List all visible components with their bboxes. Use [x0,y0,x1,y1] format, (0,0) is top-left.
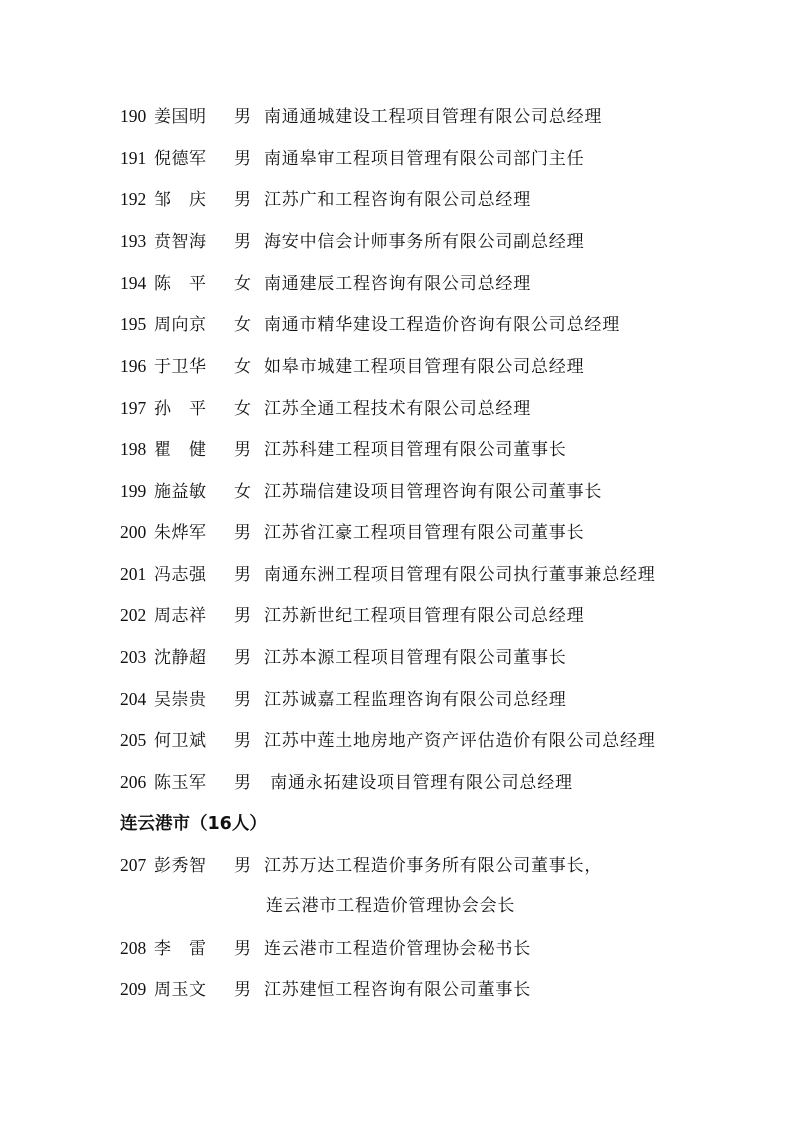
entry-gender: 男 [234,107,251,127]
entry-name: 贲智海 [154,232,207,252]
list-item [120,852,602,878]
list-item [120,602,584,628]
entry-number: 202 [120,605,147,625]
list-item [120,519,584,545]
entry-title: 江苏瑞信建设项目管理咨询有限公司董事长 [264,482,603,502]
entry-name: 姜国明 [154,107,207,127]
entry-number: 203 [120,647,147,667]
entry-title: 连云港市工程造价管理协会秘书长 [264,939,531,959]
entry-title: 江苏广和工程咨询有限公司总经理 [264,190,531,210]
entry-number: 195 [120,314,147,334]
list-item [120,727,656,753]
entry-title: 南通永拓建设项目管理有限公司总经理 [264,773,573,793]
entry-name: 彭秀智 [154,856,207,876]
entry-number: 193 [120,231,147,251]
list-item [120,145,584,171]
entry-title: 南通皋审工程项目管理有限公司部门主任 [264,149,585,169]
entry-name: 朱烨军 [154,523,207,543]
list-item [120,186,531,212]
entry-gender: 女 [234,399,251,419]
entry-number: 208 [120,938,147,958]
entry-gender: 男 [234,440,251,460]
entry-name: 陈 平 [154,274,207,294]
entry-title: 南通东洲工程项目管理有限公司执行董事兼总经理 [264,565,656,585]
entry-gender: 女 [234,274,251,294]
entry-number: 200 [120,522,147,542]
list-item [120,311,620,337]
list-item [120,644,567,670]
section-heading: 连云港市（16人） [120,814,267,834]
entry-gender: 男 [234,149,251,169]
entry-title: 南通市精华建设工程造价咨询有限公司总经理 [264,315,620,335]
list-item [120,436,567,462]
entry-gender: 男 [234,690,251,710]
entry-number: 192 [120,189,147,209]
entry-title: 江苏新世纪工程项目管理有限公司总经理 [264,606,585,626]
entry-name: 何卫斌 [154,731,207,751]
list-item [120,228,584,254]
entry-name: 邹 庆 [154,190,207,210]
entry-gender: 男 [234,523,251,543]
entry-title: 江苏省江豪工程项目管理有限公司董事长 [264,523,585,543]
entry-gender: 女 [234,357,251,377]
entry-gender: 女 [234,315,251,335]
list-item [120,478,602,504]
list-item [120,976,531,1002]
list-item [120,935,531,961]
entry-gender: 男 [234,856,251,876]
entry-gender: 女 [234,482,251,502]
entry-title: 江苏科建工程项目管理有限公司董事长 [264,440,567,460]
entry-number: 207 [120,855,147,875]
entry-title-continuation: 连云港市工程造价管理协会会长 [266,896,516,916]
entry-number: 197 [120,398,147,418]
entry-gender: 男 [234,939,251,959]
entry-gender: 男 [234,731,251,751]
entry-gender: 男 [234,190,251,210]
entry-number: 204 [120,689,147,709]
entry-name: 吴崇贵 [154,690,207,710]
entry-name: 孙 平 [154,399,207,419]
list-item [120,353,584,379]
entry-title: 江苏万达工程造价事务所有限公司董事长， [264,856,603,876]
list-item [120,103,602,129]
entry-name: 周志祥 [154,606,207,626]
entry-gender: 男 [234,232,251,252]
entry-title: 南通建辰工程咨询有限公司总经理 [264,274,531,294]
entry-number: 209 [120,979,147,999]
entry-gender: 男 [234,648,251,668]
entry-gender: 男 [234,773,251,793]
entry-gender: 男 [234,565,251,585]
entry-title: 江苏建恒工程咨询有限公司董事长 [264,980,531,1000]
entry-name: 冯志强 [154,565,207,585]
entry-number: 194 [120,273,147,293]
entry-name: 倪德军 [154,149,207,169]
entry-gender: 男 [234,606,251,626]
entry-name: 于卫华 [154,357,207,377]
entry-name: 陈玉军 [154,773,207,793]
entry-title: 南通通城建设工程项目管理有限公司总经理 [264,107,603,127]
entry-number: 196 [120,356,147,376]
entry-name: 瞿 健 [154,440,207,460]
entry-name: 施益敏 [154,482,207,502]
entry-number: 205 [120,730,147,750]
entry-name: 周玉文 [154,980,207,1000]
entry-gender: 男 [234,980,251,1000]
entry-title: 海安中信会计师事务所有限公司副总经理 [264,232,585,252]
entry-number: 198 [120,439,147,459]
entry-title: 江苏中莲土地房地产资产评估造价有限公司总经理 [264,731,656,751]
list-item [120,270,531,296]
entry-name: 李 雷 [154,939,207,959]
list-item [120,395,531,421]
entry-title: 江苏全通工程技术有限公司总经理 [264,399,531,419]
entry-title: 江苏诚嘉工程监理咨询有限公司总经理 [264,690,567,710]
list-item [120,686,567,712]
entry-number: 201 [120,564,147,584]
list-item [120,561,656,587]
entry-name: 周向京 [154,315,207,335]
entry-name: 沈静超 [154,648,207,668]
entry-number: 199 [120,481,147,501]
entry-number: 190 [120,106,147,126]
entry-number: 206 [120,772,147,792]
entry-title: 江苏本源工程项目管理有限公司董事长 [264,648,567,668]
list-item [120,769,573,795]
entry-title: 如皋市城建工程项目管理有限公司总经理 [264,357,585,377]
entry-number: 191 [120,148,147,168]
